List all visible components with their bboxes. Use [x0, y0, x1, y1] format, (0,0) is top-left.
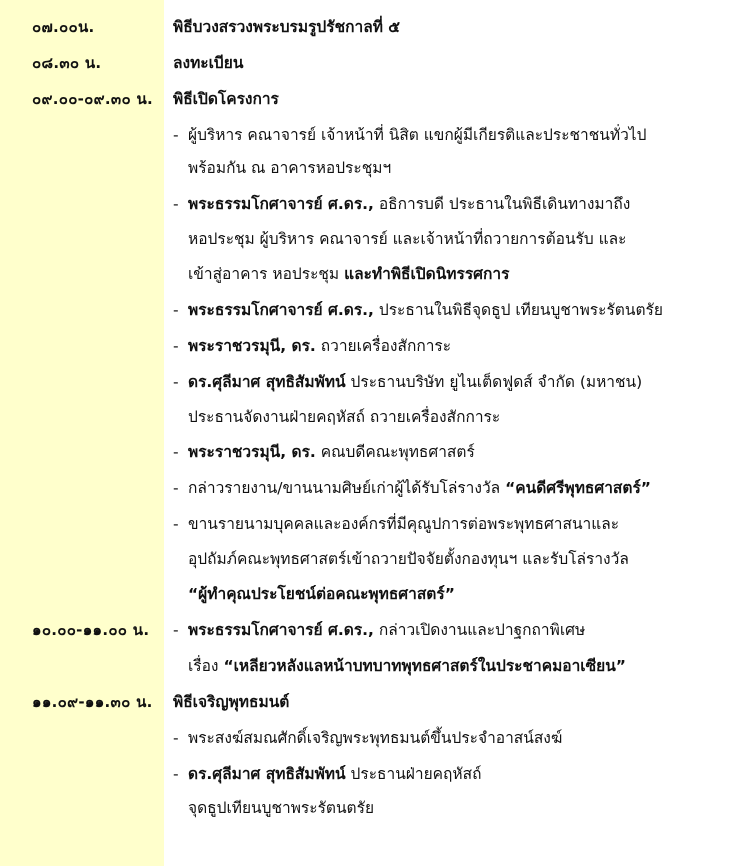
schedule-item — [0, 366, 740, 398]
schedule-item-continuation — [0, 152, 740, 184]
item-text: จุดธูปเทียนบูชาพระรัตนตรัย — [188, 799, 375, 817]
schedule-item — [0, 188, 740, 220]
item-text: พระธรรมโกศาจารย์ ศ.ดร., ประธานในพิธีจุดธูป เทียนบูชาพระรัตนตรัย — [188, 301, 663, 319]
time-label: ๐๘.๓๐ น. — [32, 54, 102, 72]
bullet-dash: - — [173, 621, 179, 639]
schedule-item-continuation — [0, 401, 740, 433]
bullet-dash: - — [173, 195, 179, 213]
item-text: ประธานจัดงานฝ่ายคฤหัสถ์ ถวายเครื่องสักการะ — [188, 408, 501, 426]
schedule-row — [0, 614, 740, 646]
schedule-item — [0, 758, 740, 790]
item-text: กล่าวรายงาน/ขานนามศิษย์เก่าผู้ได้รับโล่รางวัล “คนดีศรีพุทธศาสตร์” — [188, 479, 651, 497]
schedule-row — [0, 11, 740, 43]
schedule-item — [0, 508, 740, 540]
event-title: ลงทะเบียน — [173, 54, 244, 72]
time-label: ๐๙.๐๐-๐๙.๓๐ น. — [32, 90, 153, 108]
schedule-item — [0, 330, 740, 362]
event-title: พิธีเปิดโครงการ — [173, 90, 279, 108]
item-text: พระสงฆ์สมณศักดิ์เจริญพระพุทธมนต์ขึ้นประจำอาสน์สงฆ์ — [188, 729, 563, 747]
bullet-dash: - — [173, 373, 179, 391]
item-text: พระธรรมโกศาจารย์ ศ.ดร., กล่าวเปิดงานและปาฐกถาพิเศษ — [188, 621, 586, 639]
schedule-item — [0, 472, 740, 504]
schedule-row — [0, 47, 740, 79]
item-text: พระราชวรมุนี, ดร. ถวายเครื่องสักการะ — [188, 337, 452, 355]
schedule-item — [0, 119, 740, 151]
item-text: อุปถัมภ์คณะพุทธศาสตร์เข้าถวายปัจจัยตั้งกองทุนฯ และรับโล่รางวัล — [188, 550, 629, 568]
schedule-item-continuation — [0, 792, 740, 824]
schedule-item-continuation — [0, 223, 740, 255]
item-text: “ผู้ทำคุณประโยชน์ต่อคณะพุทธศาสตร์” — [188, 585, 455, 603]
item-text: เรื่อง “เหลียวหลังแลหน้าบทบาทพุทธศาสตร์ในประชาคมอาเซียน” — [188, 657, 626, 675]
time-label: ๐๗.๐๐น. — [32, 18, 95, 36]
schedule-item-continuation — [0, 650, 740, 682]
bullet-dash: - — [173, 337, 179, 355]
bullet-dash: - — [173, 515, 179, 533]
schedule-item — [0, 722, 740, 754]
item-text: ดร.ศุลีมาศ สุทธิสัมพัทน์ ประธานบริษัท ยูไนเต็ดฟูดส์ จำกัด (มหาชน) — [188, 373, 643, 391]
schedule-item-continuation — [0, 258, 740, 290]
item-text: ผู้บริหาร คณาจารย์ เจ้าหน้าที่ นิสิต แขกผู้มีเกียรติและประชาชนทั่วไป — [188, 126, 647, 144]
item-text: พระราชวรมุนี, ดร. คณบดีคณะพุทธศาสตร์ — [188, 443, 475, 461]
time-label: ๑๐.๐๐-๑๑.๐๐ น. — [32, 621, 150, 639]
bullet-dash: - — [173, 729, 179, 747]
bullet-dash: - — [173, 765, 179, 783]
item-text: ขานรายนามบุคคลและองค์กรที่มีคุณูปการต่อพระพุทธศาสนาและ — [188, 515, 620, 533]
item-text: ดร.ศุลีมาศ สุทธิสัมพัทน์ ประธานฝ่ายคฤหัสถ์ — [188, 765, 482, 783]
bullet-dash: - — [173, 443, 179, 461]
event-title: พิธีบวงสรวงพระบรมรูปรัชกาลที่ ๕ — [173, 18, 401, 36]
schedule-item — [0, 294, 740, 326]
schedule-item-continuation — [0, 543, 740, 575]
item-text: เข้าสู่อาคาร หอประชุม และทำพิธีเปิดนิทรรศการ — [188, 265, 510, 283]
schedule-row — [0, 686, 740, 718]
bullet-dash: - — [173, 479, 179, 497]
schedule-item-continuation — [0, 578, 740, 610]
time-label: ๑๑.๐๙-๑๑.๓๐ น. — [32, 693, 153, 711]
bullet-dash: - — [173, 301, 179, 319]
schedule-row — [0, 83, 740, 115]
item-text: หอประชุม ผู้บริหาร คณาจารย์ และเจ้าหน้าที่ถวายการต้อนรับ และ — [188, 230, 627, 248]
schedule-item — [0, 436, 740, 468]
item-text: พระธรรมโกศาจารย์ ศ.ดร., อธิการบดี ประธานในพิธีเดินทางมาถึง — [188, 195, 631, 213]
bullet-dash: - — [173, 126, 179, 144]
event-title: พิธีเจริญพุทธมนต์ — [173, 693, 290, 711]
item-text: พร้อมกัน ณ อาคารหอประชุมฯ — [188, 159, 392, 177]
